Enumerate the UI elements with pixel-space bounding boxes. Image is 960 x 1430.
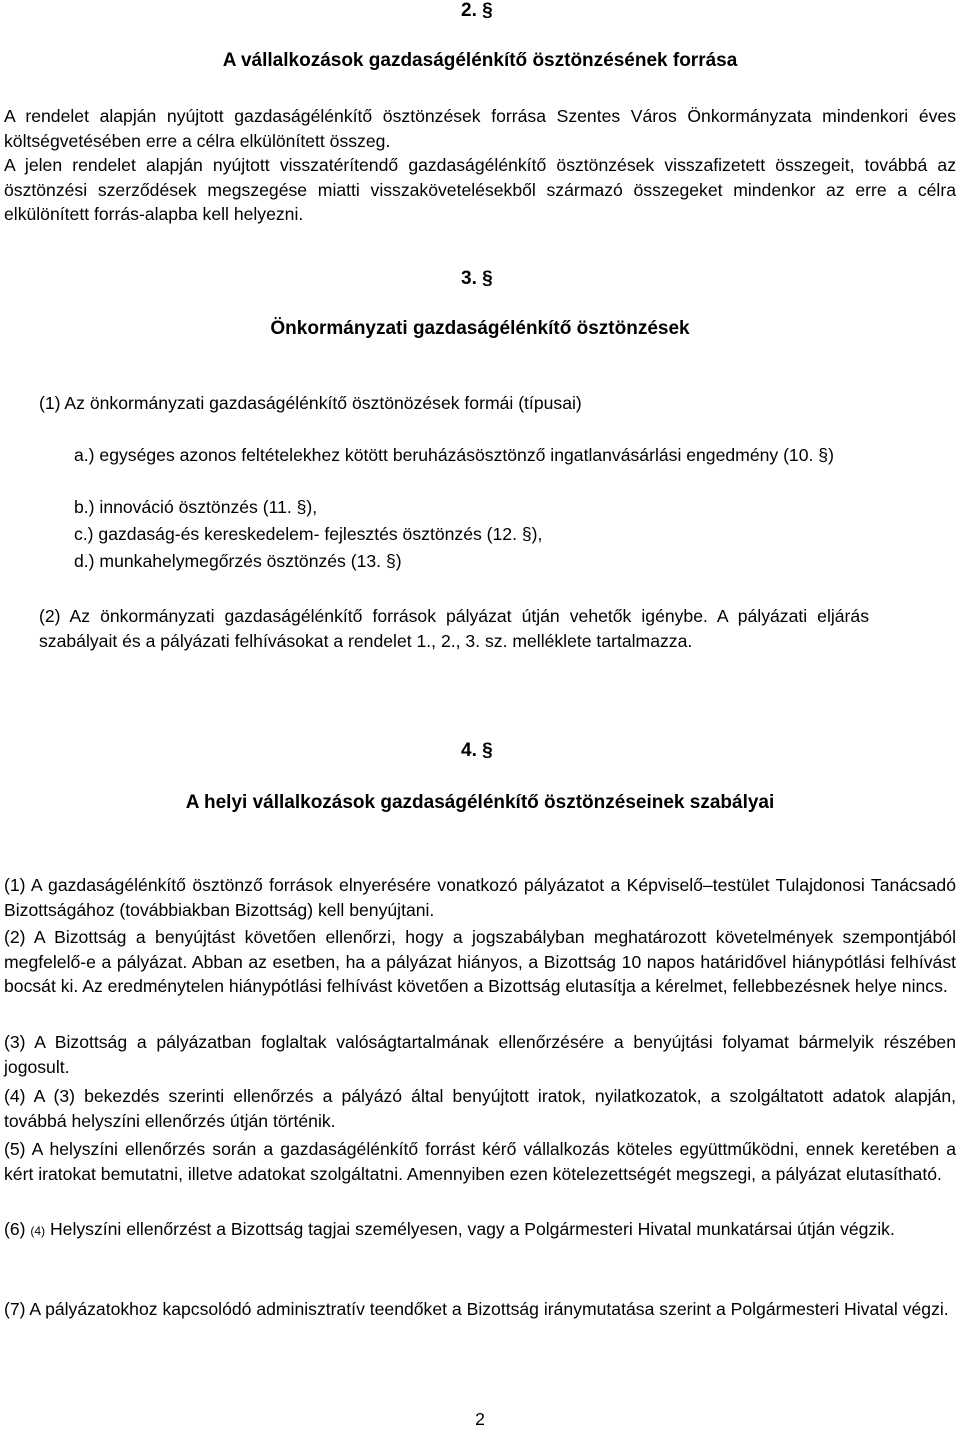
section-4-paragraph-6 [4,1217,956,1244]
paragraph-6-text: Helyszíni ellenőrzést a Bizottság tagjai személyesen, vagy a Polgármesteri Hivatal munkatársai útján végzik. [49,1219,895,1239]
section-4-number: 4. § [461,740,493,761]
section-3-paragraph-2: (2) Az önkormányzati gazdaságélénkítő források pályázat útján vehetők igénybe. A pályázati eljárás szabályait és a pályázati felhívásokat a rendelet 1., 2., 3. sz. melléklete tartalmazza. [39,606,869,651]
section-2-number: 2. § [461,0,493,21]
section-3-number: 3. § [461,268,493,289]
section-2-paragraph-2: A jelen rendelet alapján nyújtott visszatérítendő gazdaságélénkítő ösztönzések visszafizetett összegeit, továbbá az ösztönzési szerződések megszegése miatti visszakövetelésekből származó összegeket mindenkor az erre a célra elkülönített forrás-alapba kell helyezni. [4,155,956,224]
section-4-paragraph-4: (4) A (3) bekezdés szerinti ellenőrzés a pályázó által benyújtott iratok, nyilatkozatok, a szolgáltatott adatok alapján, továbbá helyszíni ellenőrzés útján történik. [4,1086,956,1131]
section-3-item-c: c.) gazdaság-és kereskedelem- fejlesztés ösztönzés (12. §), [74,524,543,544]
section-4-paragraph-5: (5) A helyszíni ellenőrzés során a gazdaságélénkítő forrást kérő vállalkozás köteles együttműködni, ennek keretében a kért iratokat bemutatni, illetve adatokat szolgáltatni. Amennyiben ezen kötelezettségét megszegi, a pályázat elutasítható. [4,1139,956,1184]
section-3-item-d: d.) munkahelymegőrzés ösztönzés (13. §) [74,551,402,571]
section-4-paragraph-2: (2) A Bizottság a benyújtást követően ellenőrzi, hogy a jogszabályban meghatározott követelmények szempontjából megfelelő-e a pályázat. Abban az esetben, ha a pályázat hiányos, a Bizottság 10 napos határidővel hiánypótlási felhívást bocsát ki. Az eredménytelen hiánypótlási felhívást követően a Bizottság elutasítja a kérelmet, fellebbezésnek helye nincs. [4,927,956,996]
page-number: 2 [475,1409,485,1429]
paragraph-6-prefix: (6) [4,1219,26,1239]
section-3-item-b: b.) innováció ösztönzés (11. §), [74,497,318,517]
section-2-title: A vállalkozások gazdaságélénkítő ösztönzésének forrása [222,50,738,71]
section-4-paragraph-1: (1) A gazdaságélénkítő ösztönző források elnyerésére vonatkozó pályázatot a Képviselő–testület Tulajdonosi Tanácsadó Bizottságához (továbbiakban Bizottság) kell benyújtani. [4,875,956,920]
section-3-intro: (1) Az önkormányzati gazdaságélénkítő ösztönözések formái (típusai) [39,393,582,413]
section-3-title: Önkormányzati gazdaságélénkítő ösztönzések [270,318,690,339]
section-2-paragraph-1: A rendelet alapján nyújtott gazdaságélénkítő ösztönzések forrása Szentes Város Önkormányzata mindenkori éves költségvetésében erre a célra elkülönített összeg. [4,106,956,151]
section-4-paragraph-3: (3) A Bizottság a pályázatban foglaltak valóságtartalmának ellenőrzésére a benyújtási folyamat bármelyik részében jogosult. [4,1032,956,1077]
section-4-paragraph-7: (7) A pályázatokhoz kapcsolódó adminisztratív teendőket a Bizottság iránymutatása szerint a Polgármesteri Hivatal végzi. [4,1299,949,1319]
section-3-item-a: a.) egységes azonos feltételekhez kötött beruházásösztönző ingatlanvásárlási engedmény (10. §) [74,445,834,465]
paragraph-6-small-ref: (4) [30,1224,46,1238]
section-4-title: A helyi vállalkozások gazdaságélénkítő ösztönzéseinek szabályai [185,792,775,813]
